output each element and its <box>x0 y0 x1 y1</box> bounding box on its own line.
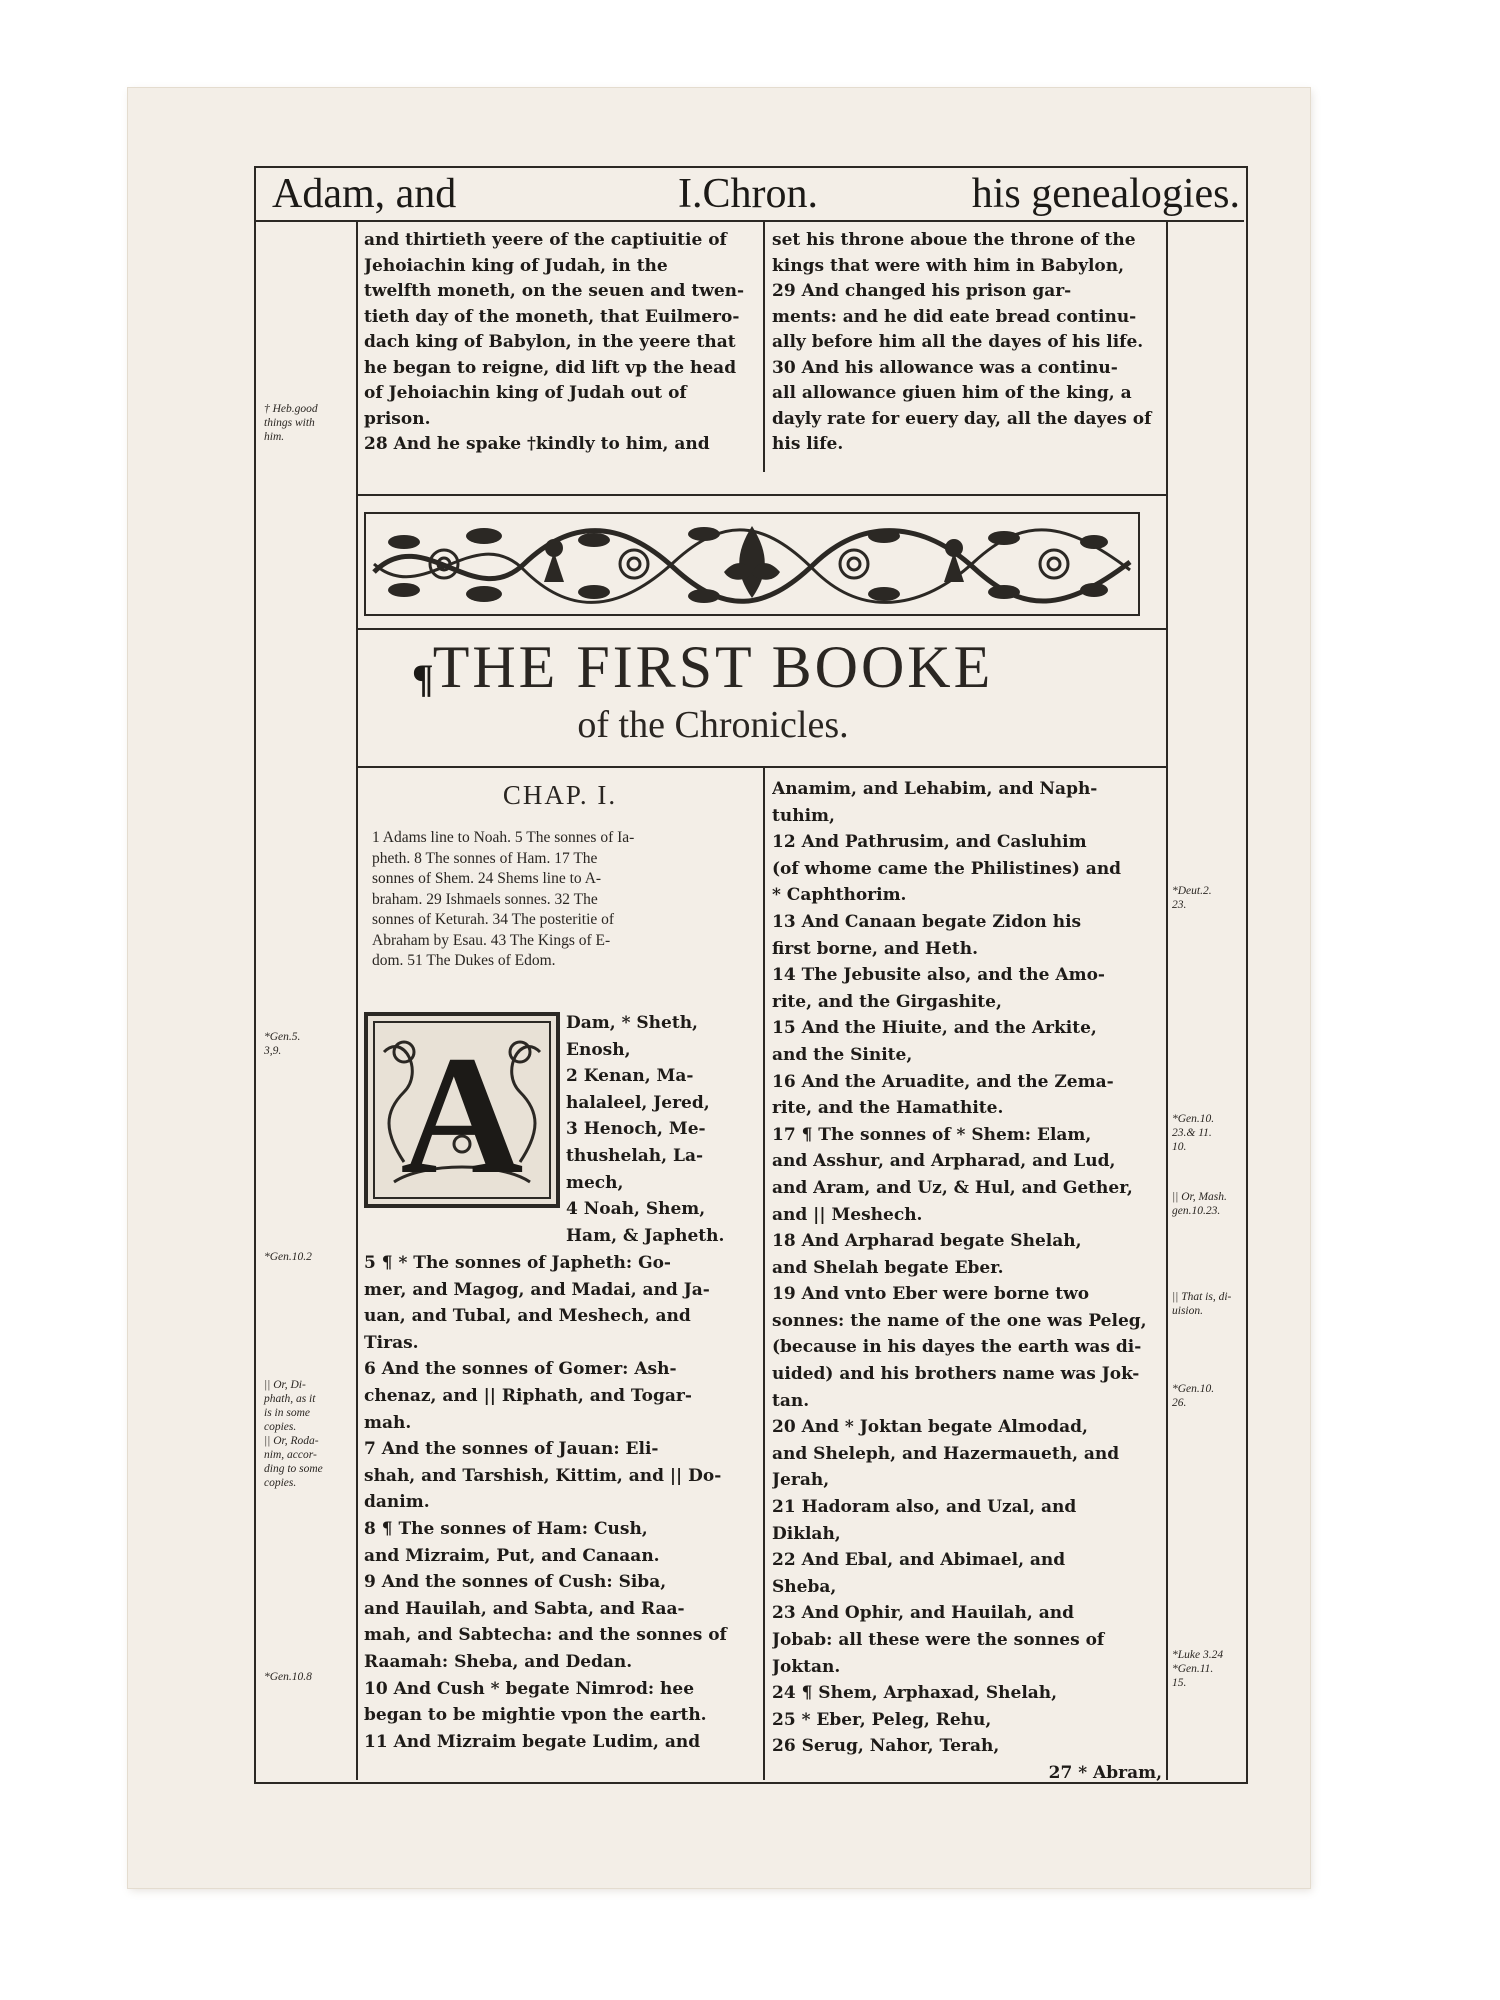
margin-line: *Gen.5. <box>264 1031 301 1043</box>
margin-note-deut <box>1172 884 1242 912</box>
text-line: Tiras. <box>364 1332 419 1353</box>
text-line: 3 Henoch, Me- <box>566 1119 706 1140</box>
margin-line: || Or, Roda- <box>264 1435 319 1447</box>
summary-line: braham. 29 Ishmaels sonnes. 32 The <box>372 890 598 908</box>
text-line: tan. <box>772 1390 810 1411</box>
header-center: I.Chron. <box>678 171 818 217</box>
margin-line: *Gen.10. <box>1172 1383 1215 1395</box>
text-line: twelfth moneth, on the seuen and twen- <box>364 281 745 301</box>
pilcrow-mark: ¶ <box>412 656 434 701</box>
text-line: Ham, & Japheth. <box>566 1225 725 1246</box>
drop-capital-letter: A <box>400 1021 524 1208</box>
text-line: 24 ¶ Shem, Arphaxad, Shelah, <box>772 1683 1058 1704</box>
margin-note-mash <box>1172 1190 1242 1218</box>
header-rule <box>254 220 1244 222</box>
margin-line: ding to some <box>264 1463 323 1475</box>
text-line: 12 And Pathrusim, and Casluhim <box>772 832 1087 853</box>
text-line: dach king of Babylon, in the yeere that <box>364 332 736 352</box>
margin-line: † Heb.good <box>264 403 318 415</box>
text-line: 27 * Abram, <box>1048 1762 1162 1783</box>
text-line: tieth day of the moneth, that Euilmero- <box>364 306 740 327</box>
margin-note-gen10-8 <box>264 1670 352 1684</box>
text-line: 26 Serug, Nahor, Terah, <box>772 1736 1000 1757</box>
text-line: and Hauilah, and Sabta, and Raa- <box>364 1598 685 1619</box>
summary-line: pheth. 8 The sonnes of Ham. 17 The <box>372 849 598 867</box>
margin-note-luke <box>1172 1648 1242 1690</box>
text-line: 4 Noah, Shem, <box>566 1199 706 1220</box>
text-line: danim. <box>364 1492 430 1513</box>
text-line: and Shelah begate Eber. <box>772 1257 1004 1278</box>
text-line: ally before him all the dayes of his life. <box>772 332 1144 352</box>
margin-line: 3,9. <box>264 1045 282 1057</box>
header-right: his genealogies. <box>971 171 1240 217</box>
text-line: (of whome came the Philistines) and <box>772 858 1122 879</box>
text-line: 10 And Cush * begate Nimrod: hee <box>364 1678 695 1699</box>
section-rule-top <box>356 494 1168 496</box>
margin-note-gen10-23 <box>1172 1112 1242 1154</box>
text-line: 21 Hadoram also, and Uzal, and <box>772 1497 1077 1518</box>
text-line: Jobab: all these were the sonnes of <box>772 1630 1105 1650</box>
text-line: all allowance giuen him of the king, a <box>772 383 1132 403</box>
text-line: * Caphthorim. <box>772 885 907 906</box>
text-line: 29 And changed his prison gar- <box>772 281 1072 301</box>
margin-line: phath, as it <box>264 1393 316 1405</box>
text-line: 5 ¶ * The sonnes of Japheth: Go- <box>364 1253 671 1273</box>
text-line: rite, and the Girgashite, <box>772 991 1002 1012</box>
text-line: 18 And Arpharad begate Shelah, <box>772 1231 1082 1252</box>
text-line: 15 And the Hiuite, and the Arkite, <box>772 1018 1097 1039</box>
summary-line: sonnes of Shem. 24 Shems line to A- <box>372 870 602 887</box>
margin-line: 15. <box>1172 1677 1187 1689</box>
margin-line: gen.10.23. <box>1172 1205 1221 1217</box>
text-line: mech, <box>566 1172 624 1193</box>
right-margin-rule <box>1166 220 1168 1780</box>
text-line: 25 * Eber, Peleg, Rehu, <box>772 1709 992 1730</box>
section-rule-bottom <box>356 628 1168 630</box>
drop-capital <box>364 1012 560 1208</box>
text-line: 23 And Ophir, and Hauilah, and <box>772 1603 1075 1624</box>
margin-line: him. <box>264 431 285 443</box>
text-line: 20 And * Joktan begate Almodad, <box>772 1417 1088 1438</box>
text-line: shah, and Tarshish, Kittim, and || Do- <box>364 1465 722 1486</box>
margin-note-or-readings <box>264 1378 352 1490</box>
text-line: Raamah: Sheba, and Dedan. <box>364 1651 633 1672</box>
margin-line: *Gen.11. <box>1172 1663 1214 1675</box>
text-line: ments: and he did eate bread continu- <box>772 306 1137 327</box>
left-margin-rule <box>356 220 358 1780</box>
text-line: 17 ¶ The sonnes of * Shem: Elam, <box>772 1124 1092 1145</box>
text-line: halaleel, Jered, <box>566 1092 710 1113</box>
text-line: Enosh, <box>566 1039 631 1060</box>
text-line: 11 And Mizraim begate Ludim, and <box>364 1731 701 1752</box>
text-line: 19 And vnto Eber were borne two <box>772 1284 1090 1305</box>
text-line: Sheba, <box>772 1576 837 1597</box>
margin-line: things with <box>264 417 315 429</box>
summary-line: sonnes of Keturah. 34 The posteritie of <box>372 911 615 928</box>
text-line: of Jehoiachin king of Judah out of <box>364 383 687 403</box>
text-line: first borne, and Heth. <box>772 938 979 959</box>
margin-line: *Gen.10.2 <box>264 1251 312 1263</box>
margin-line: copies. <box>264 1421 297 1433</box>
text-line: sonnes: the name of the one was Peleg, <box>772 1310 1147 1331</box>
text-line: 16 And the Aruadite, and the Zema- <box>772 1071 1114 1092</box>
summary-line: dom. 51 The Dukes of Edom. <box>372 952 556 969</box>
text-line: his life. <box>772 434 844 454</box>
margin-line: copies. <box>264 1477 297 1489</box>
margin-line: 26. <box>1172 1397 1187 1409</box>
margin-line: 10. <box>1172 1141 1187 1153</box>
main-left-column <box>364 1250 756 1755</box>
text-line: 14 The Jebusite also, and the Amo- <box>772 965 1105 986</box>
text-line: Dam, * Sheth, <box>566 1013 698 1033</box>
text-line: and thirtieth yeere of the captiuitie of <box>364 230 727 250</box>
chapter-rule <box>356 766 1168 768</box>
margin-line: nim, accor- <box>264 1449 317 1461</box>
chapter-heading: CHAP. I. <box>502 780 618 810</box>
text-line: 2 Kenan, Ma- <box>566 1066 694 1087</box>
text-line: 30 And his allowance was a continu- <box>772 357 1118 378</box>
text-line: and || Meshech. <box>772 1204 923 1225</box>
margin-line: *Luke 3.24 <box>1172 1649 1224 1661</box>
text-line: set his throne aboue the throne of the <box>772 230 1136 250</box>
margin-line: || Or, Mash. <box>1172 1191 1227 1203</box>
text-line: and the Sinite, <box>772 1044 913 1065</box>
margin-line: *Gen.10.8 <box>264 1671 312 1683</box>
summary-line: Abraham by Esau. 43 The Kings of E- <box>372 931 611 949</box>
margin-line: 23. <box>1172 899 1187 911</box>
text-line: and Sheleph, and Hazermaueth, and <box>772 1443 1120 1464</box>
text-line: uided) and his brothers name was Jok- <box>772 1364 1140 1385</box>
text-line: rite, and the Hamathite. <box>772 1098 1004 1119</box>
text-line: thushelah, La- <box>566 1145 704 1166</box>
margin-note-gen10-26 <box>1172 1382 1242 1410</box>
main-right-column <box>772 776 1162 1787</box>
text-line: dayly rate for euery day, all the dayes of <box>772 408 1152 429</box>
text-line: 7 And the sonnes of Jauan: Eli- <box>364 1439 659 1460</box>
running-header <box>258 170 1244 218</box>
top-left-column <box>364 228 756 458</box>
text-line: tuhim, <box>772 805 835 826</box>
margin-note-heb <box>264 402 352 444</box>
text-line: 13 And Canaan begate Zidon his <box>772 911 1082 932</box>
text-line: mah, and Sabtecha: and the sonnes of <box>364 1625 727 1646</box>
text-line: Joktan. <box>772 1656 841 1677</box>
margin-line: is in some <box>264 1407 310 1419</box>
text-line: 28 And he spake †kindly to him, and <box>364 434 710 454</box>
text-line: uan, and Tubal, and Meshech, and <box>364 1306 691 1327</box>
margin-line: uision. <box>1172 1305 1203 1317</box>
summary-line: 1 Adams line to Noah. 5 The sonnes of Ia- <box>372 829 635 846</box>
text-line: prison. <box>364 408 431 429</box>
text-line: he began to reigne, did lift vp the head <box>364 357 737 378</box>
text-line: Diklah, <box>772 1523 841 1544</box>
text-line: 22 And Ebal, and Abimael, and <box>772 1550 1066 1571</box>
title-line-1: THE FIRST BOOKE <box>432 634 994 700</box>
main-column-divider <box>763 768 765 1780</box>
margin-line: 23.& 11. <box>1172 1127 1212 1139</box>
text-line: 6 And the sonnes of Gomer: Ash- <box>364 1359 677 1380</box>
text-line: Jehoiachin king of Judah, in the <box>364 255 668 276</box>
text-line: mer, and Magog, and Madai, and Ja- <box>364 1279 710 1300</box>
book-title <box>258 632 1168 748</box>
text-line: and Mizraim, Put, and Canaan. <box>364 1545 660 1566</box>
ornament-band <box>364 512 1140 616</box>
text-line: 8 ¶ The sonnes of Ham: Cush, <box>364 1518 648 1539</box>
top-column-divider <box>763 222 765 472</box>
margin-note-gen5 <box>264 1030 352 1058</box>
text-line: kings that were with him in Babylon, <box>772 255 1125 276</box>
margin-line: *Deut.2. <box>1172 885 1212 897</box>
text-line: Jerah, <box>772 1470 830 1491</box>
margin-line: *Gen.10. <box>1172 1113 1215 1125</box>
text-line: and Aram, and Uz, & Hul, and Gether, <box>772 1177 1133 1198</box>
text-line: began to be mightie vpon the earth. <box>364 1705 707 1726</box>
chapter-summary <box>372 828 740 972</box>
text-line: mah. <box>364 1412 412 1433</box>
main-left-beside-cap <box>566 1010 756 1249</box>
text-line: and Asshur, and Arpharad, and Lud, <box>772 1151 1116 1172</box>
margin-line: || That is, di- <box>1172 1291 1232 1303</box>
margin-note-gen10-2 <box>264 1250 352 1264</box>
title-line-2: of the Chronicles. <box>577 704 849 746</box>
text-line: 9 And the sonnes of Cush: Siba, <box>364 1572 667 1593</box>
text-line: Anamim, and Lehabim, and Naph- <box>772 779 1098 799</box>
margin-line: || Or, Di- <box>264 1379 306 1391</box>
header-left: Adam, and <box>272 171 457 217</box>
text-line: (because in his dayes the earth was di- <box>772 1337 1142 1358</box>
text-line: chenaz, and || Riphath, and Togar- <box>364 1385 692 1406</box>
top-right-column <box>772 228 1162 458</box>
margin-note-division <box>1172 1290 1242 1318</box>
